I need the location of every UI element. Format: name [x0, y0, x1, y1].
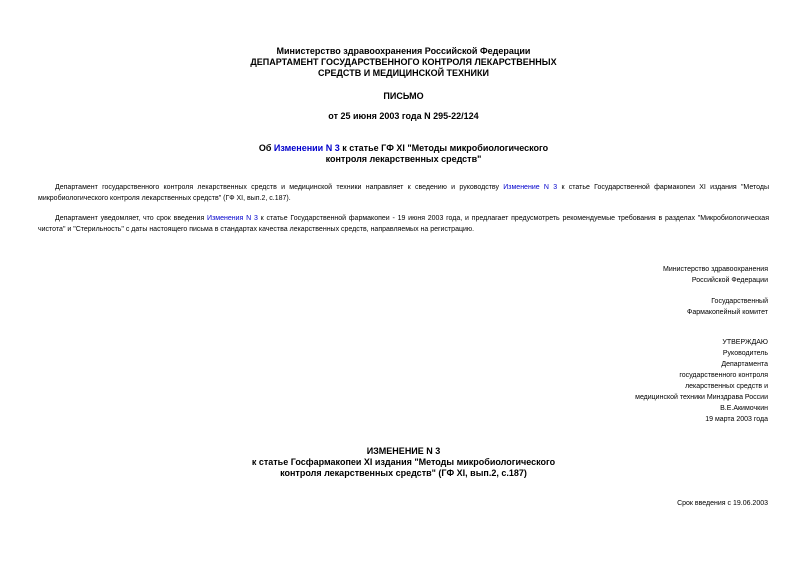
ministry-name: Министерство здравоохранения Российской Федерации — [276, 46, 531, 56]
issuer-line1: Министерство здравоохранения — [663, 266, 768, 273]
change-subtitle-line2: контроля лекарственных средств" (ГФ XI, вып.2, с.187) — [280, 468, 527, 478]
letter-date: от 25 июня 2003 года N 295-22/124 — [328, 111, 479, 121]
approval-title: УТВЕРЖДАЮ — [722, 339, 768, 346]
subject-line2: контроля лекарственных средств" — [325, 154, 482, 164]
change-subtitle-line1: к статье Госфармакопеи XI издания "Методы микробиологического — [251, 457, 556, 467]
approval-signatory: В.Е.Акимочкин — [720, 405, 768, 412]
subject-line1 — [0, 143, 807, 154]
introduction-date: Срок введения с 19.06.2003 — [677, 500, 768, 507]
approval-line3: Департамента — [721, 361, 768, 368]
approval-line5: лекарственных средств и — [685, 383, 768, 390]
approval-line6: медицинской техники Минздрава России — [635, 394, 768, 401]
letter-title: ПИСЬМО — [383, 91, 424, 101]
issuer-line2: Российской Федерации — [691, 277, 768, 284]
subject-link-change[interactable]: Изменении — [273, 143, 324, 153]
committee-line1: Государственный — [711, 298, 768, 305]
paragraph-1-text-before: Департамент государственного контроля лекарственных средств и медицинской техники направляет к сведению и руководству — [55, 184, 504, 191]
approval-line4: государственного контроля — [679, 372, 768, 379]
paragraph-2 — [38, 213, 769, 235]
approval-date: 19 марта 2003 года — [705, 416, 768, 423]
approval-line2: Руководитель — [722, 350, 768, 357]
paragraph-2-text-before: Департамент уведомляет, что срок введения — [55, 215, 208, 222]
paragraph-1-text-after: к статье Государственной фармакопеи XI издания "Методы микробиологического контроля лекарственных средств" (ГФ XI, вып.2, с.187). — [38, 184, 769, 202]
issuer-block — [663, 264, 768, 286]
paragraph-1 — [38, 182, 769, 204]
committee-block — [687, 296, 768, 318]
document-header — [0, 46, 807, 79]
department-name-line1: ДЕПАРТАМЕНТ ГОСУДАРСТВЕННОГО КОНТРОЛЯ ЛЕКАРСТВЕННЫХ — [250, 57, 557, 67]
letter-subject — [0, 143, 807, 165]
paragraph-1-link[interactable]: Изменение N 3 — [503, 184, 558, 191]
change-title: ИЗМЕНЕНИЕ N 3 — [366, 446, 441, 456]
approval-block — [635, 337, 768, 425]
paragraph-2-link[interactable]: Изменения N 3 — [207, 215, 258, 222]
subject-prefix: Об — [258, 143, 274, 153]
change-heading — [0, 446, 807, 479]
paragraph-2-text-after: к статье Государственной фармакопеи - 19 июня 2003 года, и предлагает предусмотреть рекомендуемые требования в разделах "Микробиологическая чистота" и "Стерильность" с даты настоящего письма в стандартах качества лекарственных средств, направляемых на регистрацию. — [38, 215, 769, 233]
subject-text: к статье ГФ XI "Методы микробиологического — [339, 143, 549, 153]
department-name-line2: СРЕДСТВ И МЕДИЦИНСКОЙ ТЕХНИКИ — [318, 68, 489, 78]
committee-line2: Фармакопейный комитет — [687, 309, 768, 316]
subject-link-number[interactable]: N 3 — [325, 143, 340, 153]
